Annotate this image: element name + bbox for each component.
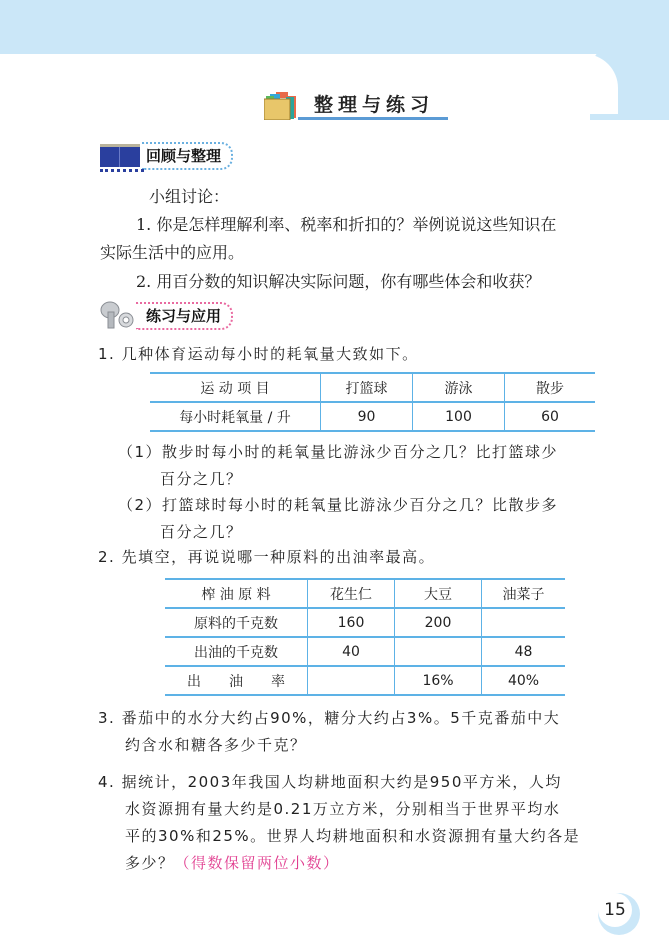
table-cell: 花生仁 — [308, 579, 395, 608]
header-band — [0, 0, 669, 54]
table-cell: 大豆 — [395, 579, 482, 608]
table-cell: 游泳 — [413, 373, 505, 402]
review-intro: 小组讨论： — [149, 187, 230, 206]
practice-pill — [136, 302, 233, 330]
table-cell: 散步 — [505, 373, 596, 402]
table-cell: 40 — [308, 637, 395, 666]
table-row — [150, 402, 595, 431]
table-cell — [308, 666, 395, 695]
folder-icon — [264, 92, 298, 120]
review-label: 回顾与整理 — [146, 147, 222, 165]
review-pill — [142, 142, 233, 170]
review-q1-line1: 1. 你是怎样理解利率、税率和折扣的？举例说说这些知识在 — [136, 215, 557, 234]
table-header-row — [150, 373, 595, 402]
page-number: 15 — [598, 893, 632, 927]
table-cell: 油菜子 — [482, 579, 566, 608]
ex4-line3: 平的30%和25%。世界人均耕地面积和水资源拥有量大约各是 — [125, 827, 581, 845]
review-q2: 2. 用百分数的知识解决实际问题，你有哪些体会和收获？ — [136, 272, 541, 291]
review-q1-line2: 实际生活中的应用。 — [100, 243, 245, 262]
table-cell: 出油的千克数 — [165, 637, 308, 666]
table-row — [165, 608, 565, 637]
title-text: 整理与练习 — [314, 94, 435, 116]
ex1-prompt: 1. 几种体育运动每小时的耗氧量大致如下。 — [98, 345, 419, 363]
table-row — [165, 637, 565, 666]
table-cell: 原料的千克数 — [165, 608, 308, 637]
table-cell: 200 — [395, 608, 482, 637]
ex1-sub1-line2: 百分之几？ — [160, 470, 243, 488]
table-cell: 100 — [413, 402, 505, 431]
decor-dots — [100, 169, 144, 172]
table-header-row — [165, 579, 565, 608]
ex4-line1: 4. 据统计，2003年我国人均耕地面积大约是950平方米，人均 — [98, 773, 562, 791]
ex1-sub2-line1: （2）打篮球时每小时的耗氧量比游泳少百分之几？比散步多 — [118, 496, 559, 514]
table-cell: 16% — [395, 666, 482, 695]
title-underline — [298, 117, 448, 120]
ex4-line4-text: 多少？ — [125, 854, 175, 872]
table-cell: 榨 油 原 料 — [165, 579, 308, 608]
book-icon — [100, 144, 140, 167]
ex2-prompt: 2. 先填空，再说说哪一种原料的出油率最高。 — [98, 548, 436, 566]
ex4-line4 — [125, 849, 340, 877]
table-cell: 160 — [308, 608, 395, 637]
ex2-table — [165, 578, 565, 696]
table-cell — [395, 637, 482, 666]
ex3-line1: 3. 番茄中的水分大约占90%，糖分大约占3%。5千克番茄中大 — [98, 709, 561, 727]
table-cell: 60 — [505, 402, 596, 431]
ex1-sub1-line1: （1）散步时每小时的耗氧量比游泳少百分之几？比打篮球少 — [118, 443, 559, 461]
table-cell: 运 动 项 目 — [150, 373, 321, 402]
table-row — [165, 666, 565, 695]
practice-label: 练习与应用 — [146, 307, 222, 325]
page-body-corner — [0, 54, 618, 114]
ex1-table — [150, 372, 595, 432]
table-cell: 打篮球 — [321, 373, 413, 402]
table-cell: 48 — [482, 637, 566, 666]
rounding-note: （得数保留两位小数） — [174, 854, 340, 872]
screw-icon — [100, 300, 140, 330]
ex4-line2: 水资源拥有量大约是0.21万立方米，分别相当于世界平均水 — [125, 800, 561, 818]
table-cell: 每小时耗氧量 / 升 — [150, 402, 321, 431]
ex1-sub2-line2: 百分之几？ — [160, 523, 243, 541]
table-cell: 出 油 率 — [165, 666, 308, 695]
table-cell: 40% — [482, 666, 566, 695]
table-cell: 90 — [321, 402, 413, 431]
ex3-line2: 约含水和糖各多少千克？ — [125, 736, 307, 754]
table-cell — [482, 608, 566, 637]
